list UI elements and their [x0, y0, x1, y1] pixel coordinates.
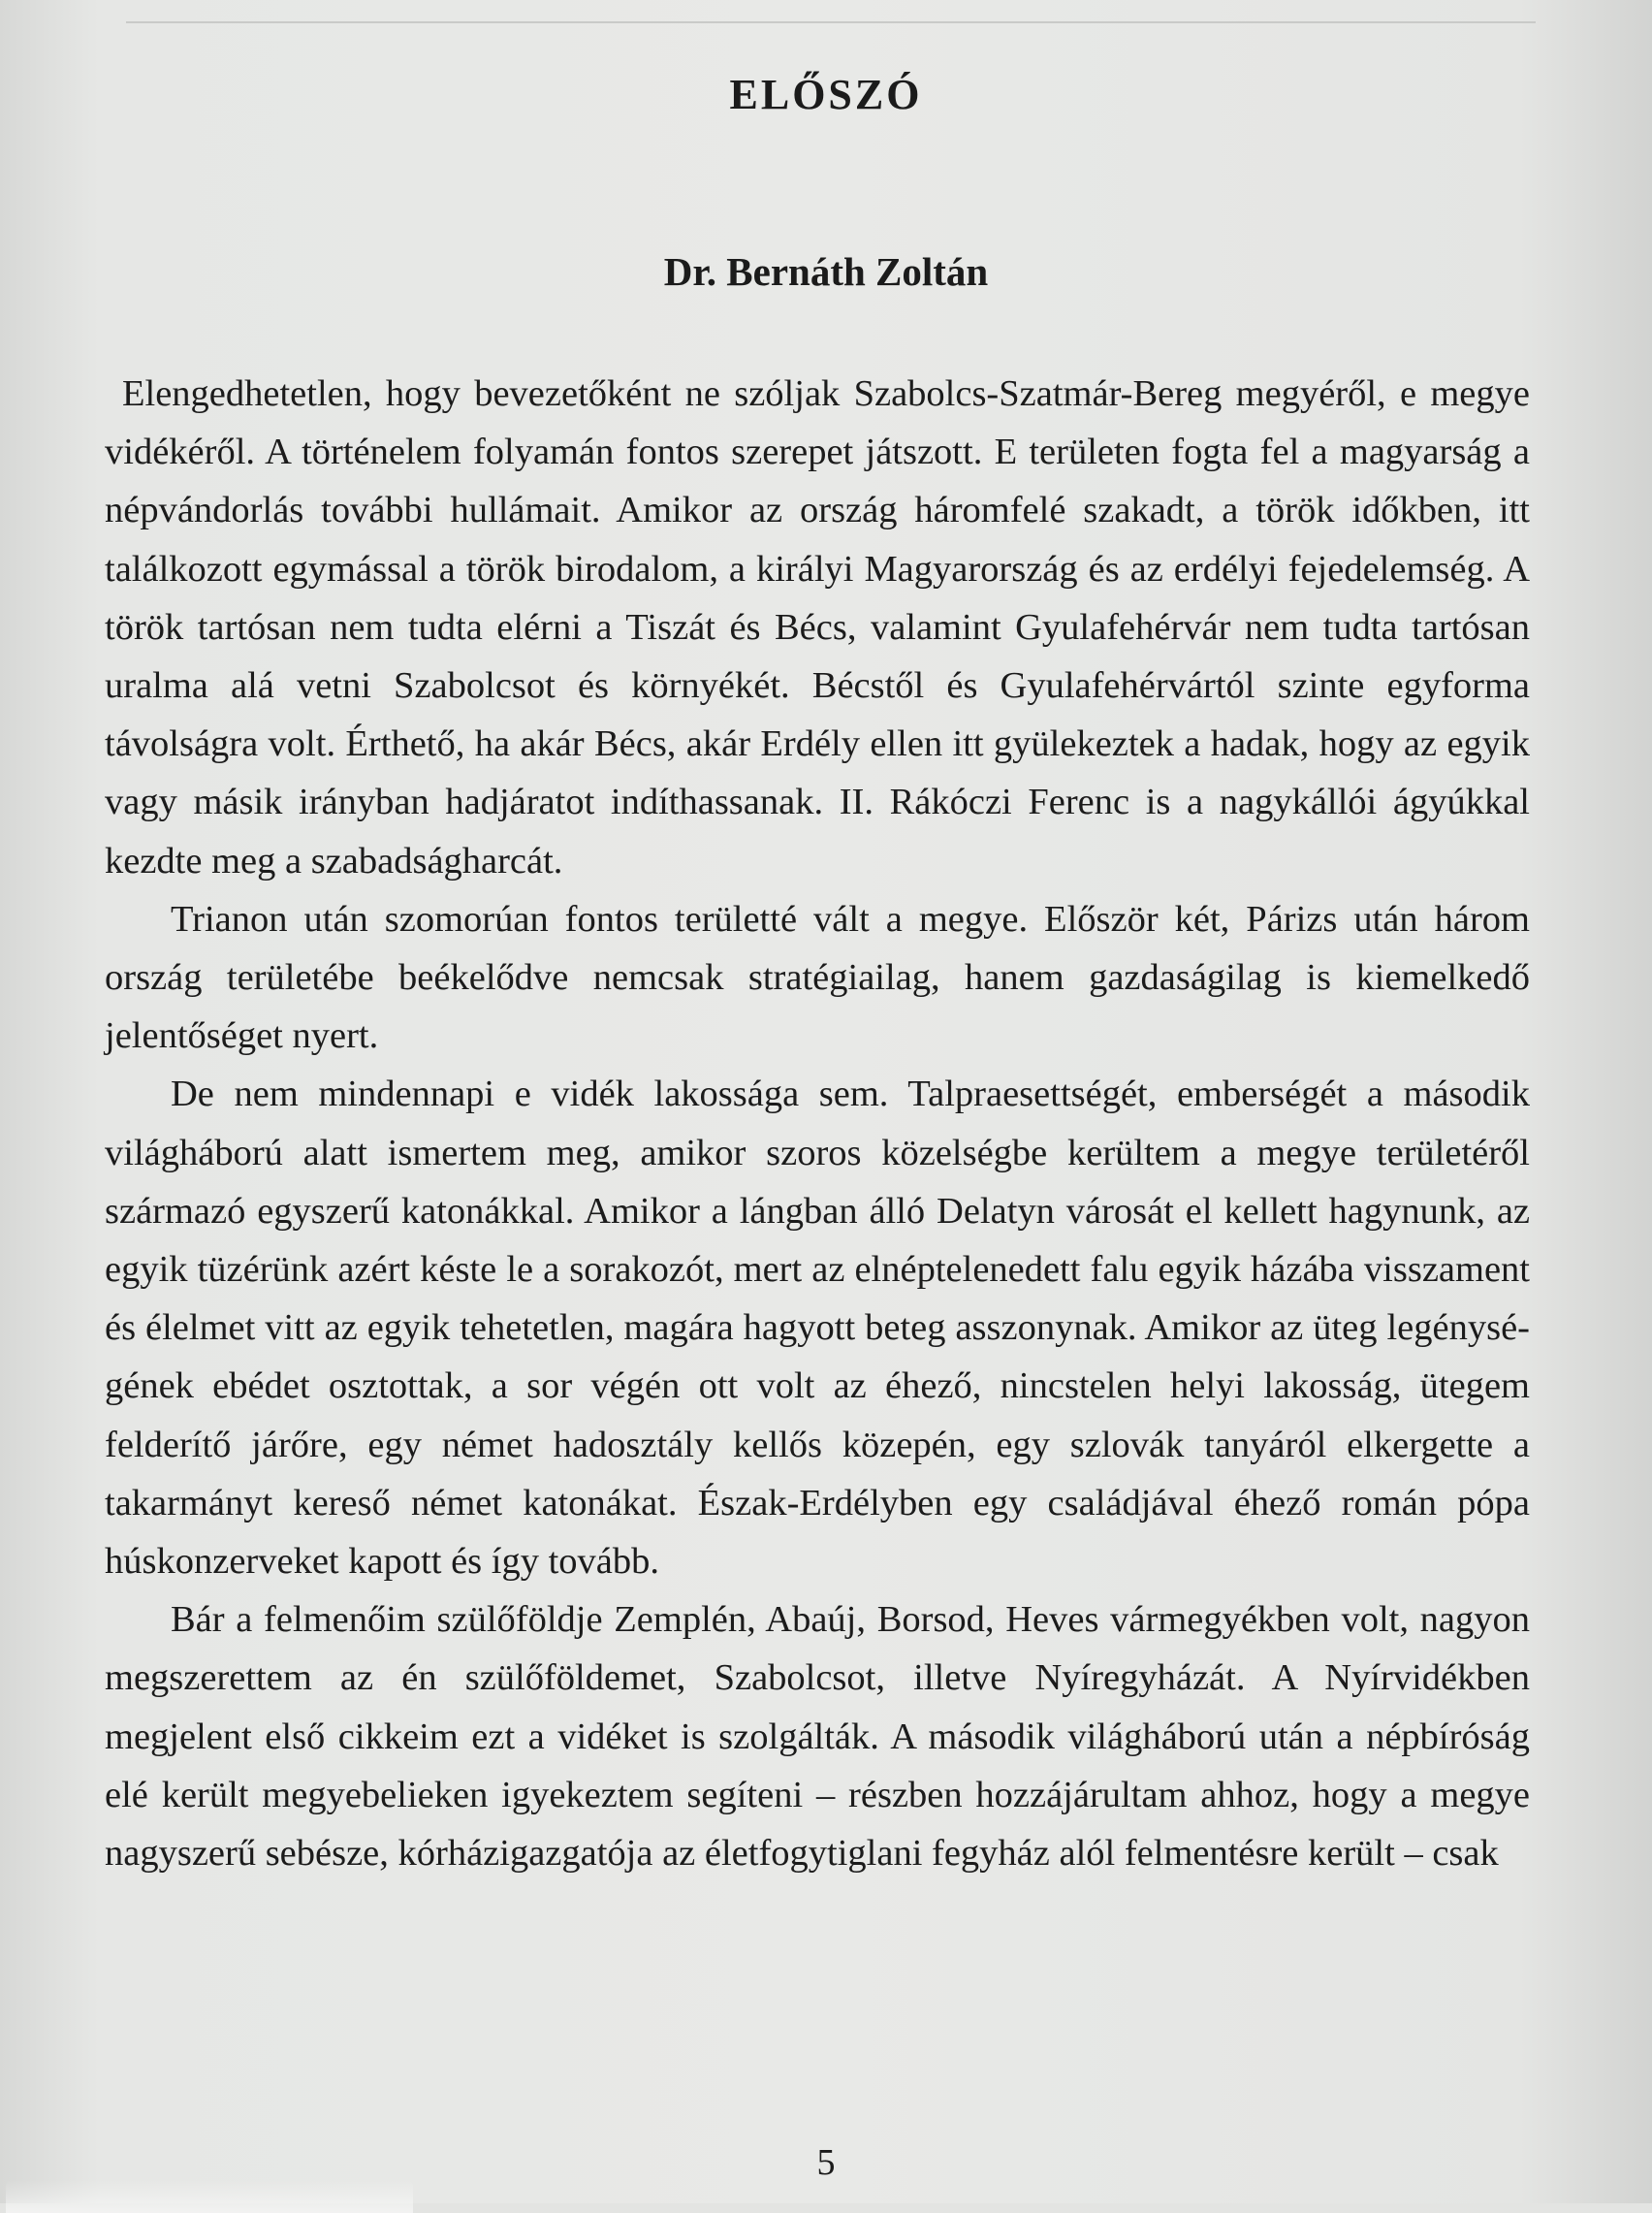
- author-name: Dr. Bernáth Zoltán: [663, 249, 989, 294]
- top-rule: [126, 21, 1536, 23]
- paragraph-3: De nem mindennapi e vidék lakossága sem. Talpraesettségét, emberségét a második világháború alatt ismertem meg, amikor szoros közelségbe kerültem a megye területéről származó egyszerű katonákkal. Amikor a lángban álló Delatyn városát el kellett hagynunk, az egyik tüzérünk azért késte le a sorakozót, mert az elnéptelenedett falu egyik házába visszament és élelmet vitt az egyik tehetetlen, magára hagyott beteg asszonynak. Amikor az üteg legénységének ebédet osztottak, a sor végén ott volt az éhező, nincstelen helyi lakosság, ütegem felderítő járőre, egy német hadosztály kellős közepén, egy szlovák tanyáról elkergette a takarmányt kereső német katonákat. Észak-Erdélyben egy családjával éhező román pópa húskonzerveket kapott és így tovább.: [105, 1074, 1530, 1583]
- body-text: [105, 365, 1530, 1882]
- page-number: 5: [816, 2142, 836, 2183]
- watermark-strip: [6, 2180, 413, 2213]
- page-title: ELŐSZÓ: [729, 71, 923, 118]
- paragraph-2: Trianon után szomorúan fontos területté vált a megye. Először két, Párizs után három ország területébe beékelődve nemcsak stratégiailag, hanem gazdaságilag is kiemelkedő jelentőséget nyert.: [105, 898, 1530, 1057]
- paragraph-4: Bár a felmenőim szülőföldje Zemplén, Abaúj, Borsod, Heves vármegyékben volt, nagyon megszerettem az én szülőföldemet, Szabolcsot, illetve Nyíregyházát. A Nyírvidékben megjelent első cikkeim ezt a vidéket is szolgálták. A második világháború után a népbíróság elé került megyebelieken igyekeztem segíteni – részben hozzájárultam ahhoz, hogy a megye nagyszerű sebésze, kórházigazgatója az életfogytiglani fegyház alól felmentésre került – csak: [105, 1599, 1530, 1875]
- paragraph-1: Elengedhetetlen, hogy bevezetőként ne szóljak Szabolcs-Szatmár-Bereg megyéről, e megye vidékéről. A történelem folyamán fontos szerepet játszott. E területen fogta fel a magyarság a népvándorlás további hullámait. Amikor az ország háromfelé szakadt, a török időkben, itt találkozott egymással a török birodalom, a királyi Magyarország és az erdélyi fejedelemség. A török tartósan nem tudta elérni a Tiszát és Bécs, valamint Gyulafehérvár nem tudta tartósan uralma alá vetni Szabolcsot és környékét. Bécstől és Gyulafehérvártól szinte egyforma távolságra volt. Érthető, ha akár Bécs, akár Erdély ellen itt gyülekeztek a hadak, hogy az egyik vagy másik irányban hadjáratot indíthassanak. II. Rákóczi Ferenc is a nagykállói ágyúkkal kezdte meg a szabadságharcát.: [105, 373, 1530, 882]
